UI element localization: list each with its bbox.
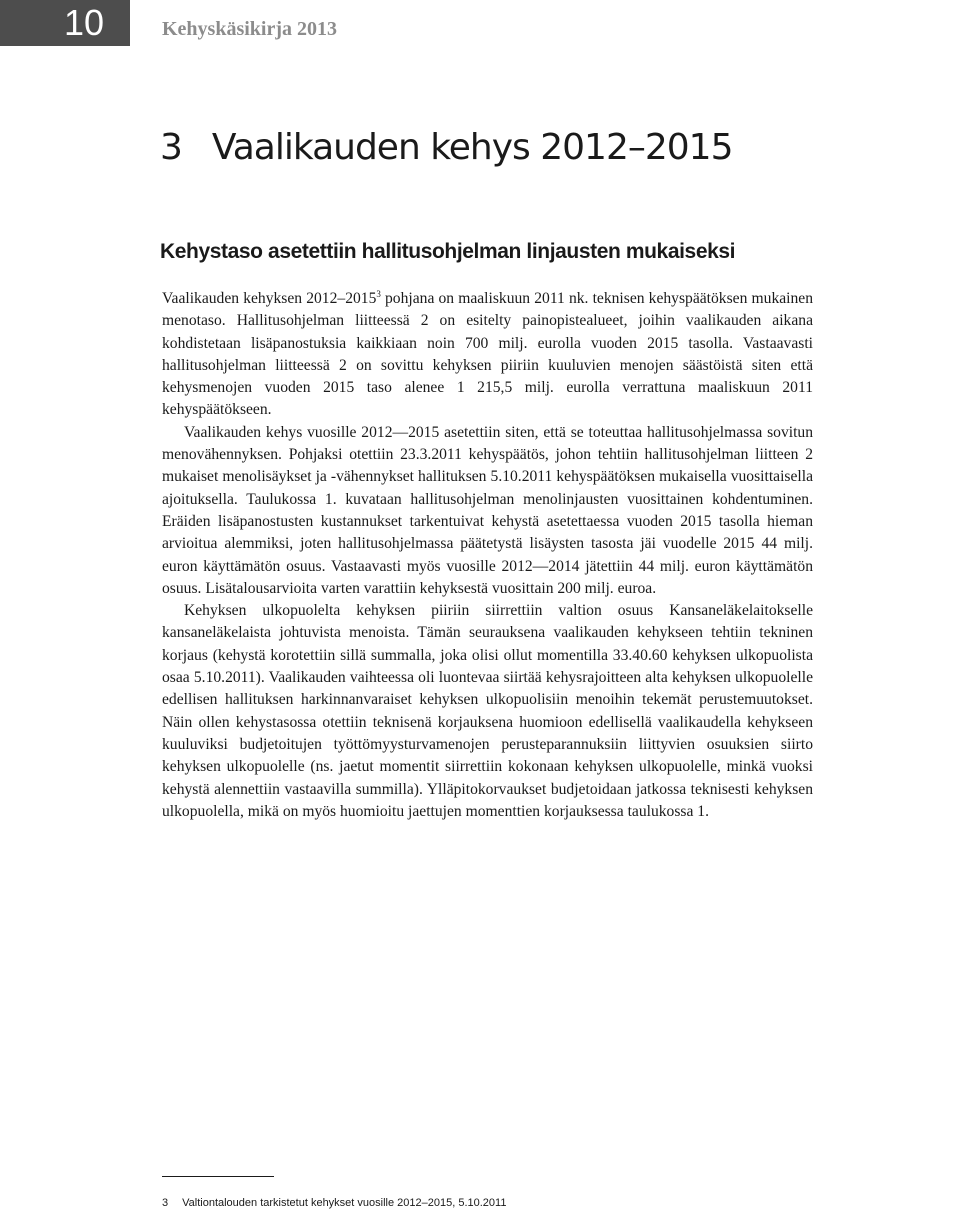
footnote-divider (162, 1176, 274, 1177)
chapter-number: 3 (160, 127, 182, 168)
footnote (162, 1196, 506, 1210)
footnote-number: 3 (162, 1197, 169, 1209)
paragraph-1 (162, 288, 813, 422)
section-heading: Kehystaso asetettiin hallitusohjelman linjausten mukaiseksi (160, 240, 736, 263)
chapter-title-text: Vaalikauden kehys 2012–2015 (211, 127, 733, 168)
chapter-title (160, 122, 732, 174)
footnote-reference[interactable]: 3 (376, 288, 381, 299)
footnote-text: Valtiontalouden tarkistetut kehykset vuosille 2012–2015, 5.10.2011 (182, 1197, 507, 1209)
paragraph-2: Vaalikauden kehys vuosille 2012—2015 asetettiin siten, että se toteuttaa hallitusohjelmassa sovitun menovähennyksen. Pohjaksi otettiin 23.3.2011 kehyspäätös, johon tehtiin hallitusohjelman liitteen 2 mukaiset menolisäykset ja -vähennykset hallituksen 5.10.2011 kehyspäätöksen mukaisella vuosittaisella ajoituksella. Taulukossa 1. kuvataan hallitusohjelman menolinjausten vuosittainen kohdentuminen. Eräiden lisäpanostusten kustannukset tarkentuivat kehystä asetettaessa vuoden 2015 tasolla hieman arvioitua alemmiksi, joten hallitusohjelmassa päätetystä lisäysten tasosta jäi vuodelle 2015 44 milj. euron käyttämätön osuus. Vastaavasti myös vuosille 2012—2014 jätettiin 44 milj. euron käyttämätön osuus. Lisätalousarvioita varten varattiin kehyksestä vuosittain 200 milj. euroa. (162, 423, 813, 597)
running-header: Kehyskäsikirja 2013 (162, 18, 338, 40)
paragraph-1-start: Vaalikauden kehyksen 2012–2015 (162, 290, 377, 307)
page-number: 10 (0, 0, 130, 46)
paragraph-3: Kehyksen ulkopuolelta kehyksen piiriin siirrettiin valtion osuus Kansaneläkelaitokselle kansaneläkelaista johtuvista menoista. Tämän seurauksena vaalikauden kehykseen tehtiin tekninen korjaus (kehystä korotettiin sillä summalla, joka olisi ollut momentilla 33.40.60 kehyksen ulkopuolista osaa 5.10.2011). Vaalikauden vaihteessa oli luontevaa siirtää kehysrajoitteen alta kehyksen ulkopuolelle edellisen hallituksen harkinnanvaraiset kehyksen ulkopuolisiin menoihin tekemät perustemuutokset. Näin ollen kehystasossa otettiin teknisenä korjauksena huomioon edellisellä vaalikaudella kehykseen kuuluviksi budjetoitujen työttömyysturvamenojen perusteparannuksiin liittyvien osuuksien siirto kehyksen ulkopuolelle (ns. jaetut momentit siirrettiin kokonaan kehyksen ulkopuolelle, minkä vuoksi kehystä alennettiin vastaavilla summilla). Ylläpitokorvaukset budjetoidaan jatkossa teknisesti kehyksen ulkopuolella, mikä on myös huomioitu jaettujen momenttien korjauksessa taulukossa 1. (162, 602, 813, 820)
body-text (162, 288, 813, 823)
paragraph-1-rest: pohjana on maaliskuun 2011 nk. teknisen kehyspäätöksen mukainen menotaso. Hallitusohjelman liitteessä 2 on esitelty painopistealueet, joihin vaalikauden aikana kohdistetaan lisäpanostuksia kaikkiaan noin 700 milj. eurolla vuoden 2015 tasolla. Vastaavasti hallitusohjelman liitteessä 2 on sovittu kehyksen piiriin kuuluvien menojen säästöistä siten että kehysmenojen vuoden 2015 taso alenee 1 215,5 milj. eurolla verrattuna maaliskuun 2011 kehyspäätökseen. (162, 290, 814, 419)
